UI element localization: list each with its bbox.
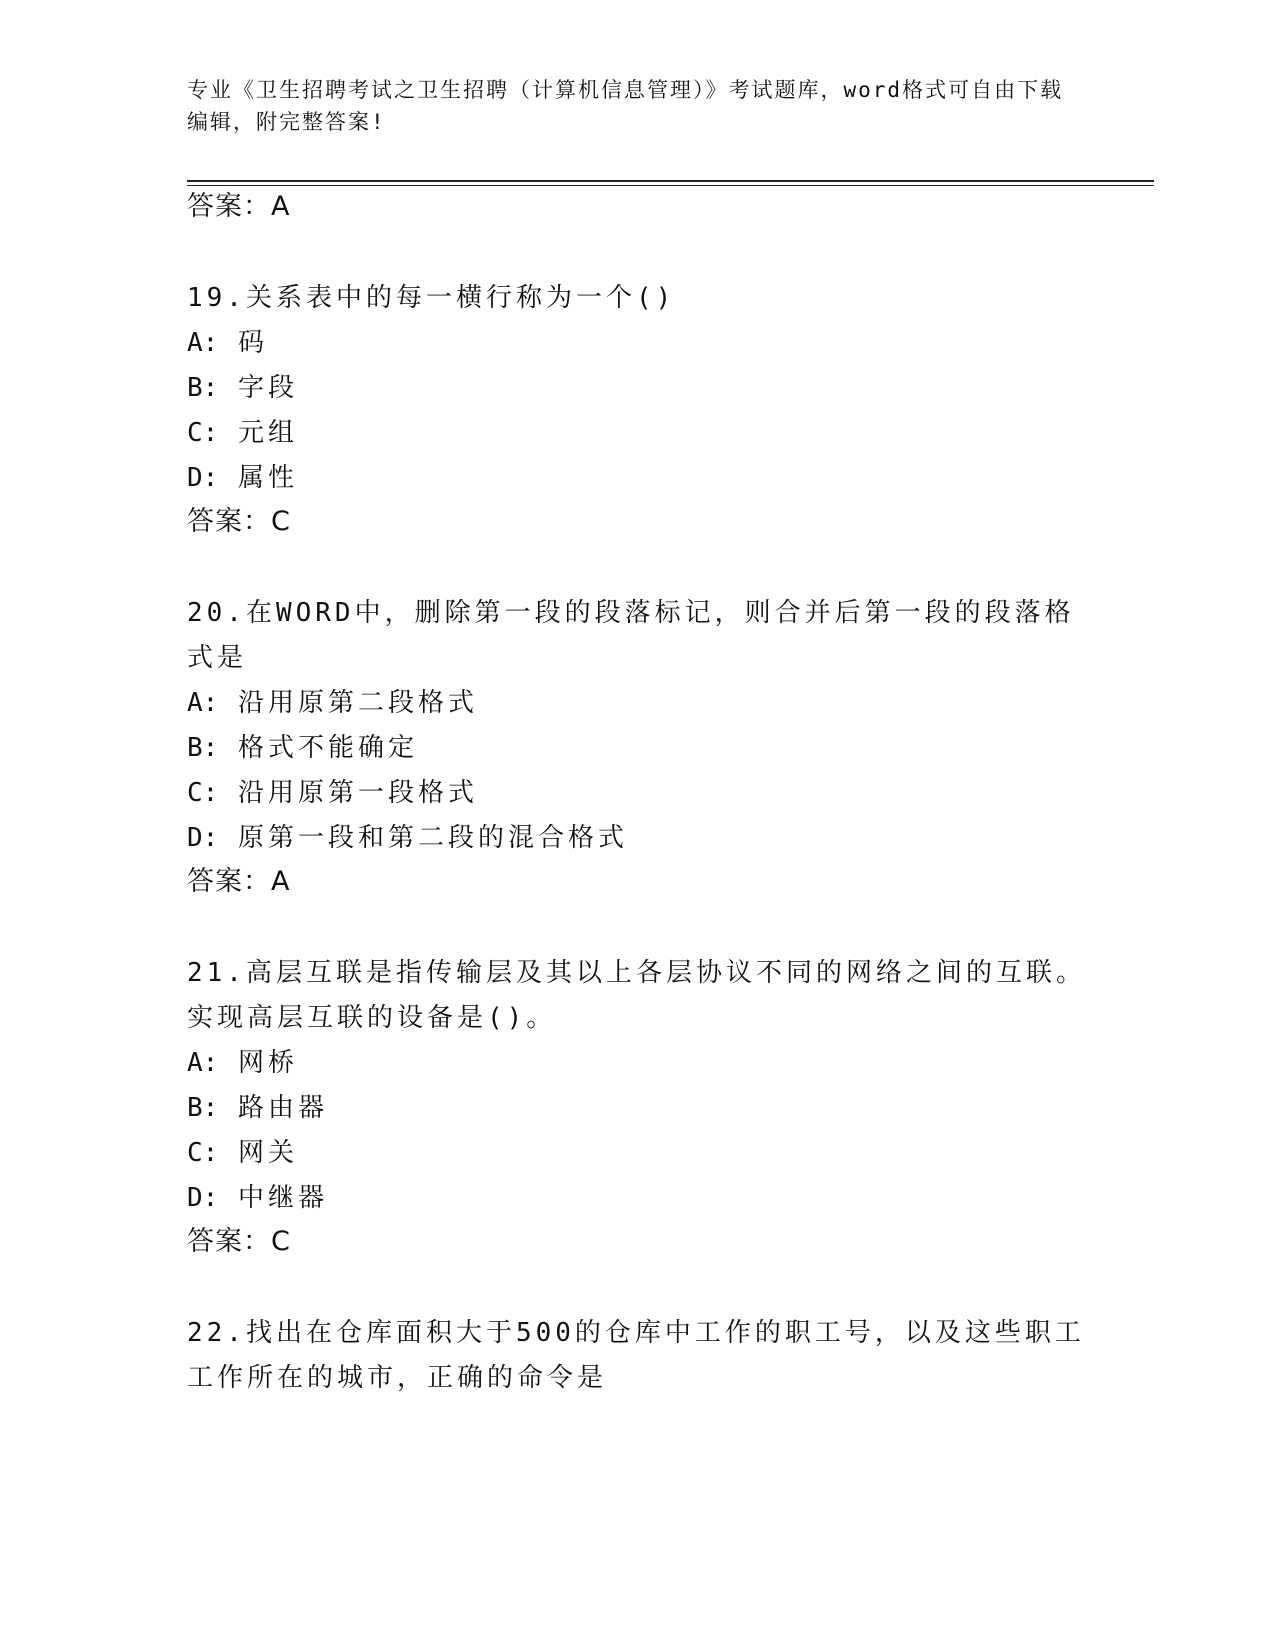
option-letter: B:: [187, 733, 219, 763]
option-text: 格式不能确定: [237, 733, 418, 763]
option-letter: B:: [187, 373, 219, 403]
option-letter: A:: [187, 1048, 219, 1078]
option-letter: D:: [187, 823, 219, 853]
option-c: [187, 771, 1087, 816]
header-rule-thick: [187, 180, 1154, 182]
question-answer: 答案：A: [187, 866, 291, 897]
option-text: 沿用原第二段格式: [237, 688, 478, 718]
question-20: [187, 591, 1087, 899]
question-answer: 答案：C: [187, 1226, 291, 1257]
option-d: [187, 816, 1087, 861]
option-c: [187, 411, 1087, 456]
option-a: [187, 321, 1087, 366]
question-stem: 21.高层互联是指传输层及其以上各层协议不同的网络之间的互联。实现高层互联的设备是()。: [187, 958, 1086, 1033]
question-19: [187, 276, 1087, 539]
option-d: [187, 1176, 1087, 1221]
option-text: 元组: [237, 418, 298, 448]
option-text: 路由器: [237, 1093, 328, 1123]
question-list: [187, 190, 1087, 1401]
question-answer: 答案：C: [187, 506, 291, 537]
option-text: 属性: [237, 463, 298, 493]
question-stem: 22.找出在仓库面积大于500的仓库中工作的职工号，以及这些职工工作所在的城市，正确的命令是: [187, 1318, 1085, 1393]
option-letter: C:: [187, 1138, 219, 1168]
document-header: 专业《卫生招聘考试之卫生招聘（计算机信息管理）》考试题库，word格式可自由下载编辑，附完整答案!: [187, 78, 1064, 134]
option-d: [187, 456, 1087, 501]
option-text: 字段: [237, 373, 298, 403]
option-letter: C:: [187, 418, 219, 448]
option-a: [187, 1041, 1087, 1086]
option-b: [187, 366, 1087, 411]
option-b: [187, 1086, 1087, 1131]
header-rule-thin: [187, 185, 1154, 186]
option-a: [187, 681, 1087, 726]
option-letter: A:: [187, 688, 219, 718]
option-letter: A:: [187, 328, 219, 358]
option-c: [187, 1131, 1087, 1176]
option-letter: D:: [187, 463, 219, 493]
option-text: 网关: [237, 1138, 298, 1168]
previous-answer: 答案：A: [187, 191, 291, 222]
option-b: [187, 726, 1087, 771]
question-21: [187, 951, 1087, 1259]
option-text: 中继器: [237, 1183, 328, 1213]
option-letter: D:: [187, 1183, 219, 1213]
question-22: [187, 1311, 1087, 1401]
option-text: 沿用原第一段格式: [237, 778, 478, 808]
option-letter: C:: [187, 778, 219, 808]
question-stem: 20.在WORD中，删除第一段的段落标记，则合并后第一段的段落格式是: [187, 598, 1075, 673]
option-letter: B:: [187, 1093, 219, 1123]
question-stem: 19.关系表中的每一横行称为一个(): [187, 283, 676, 313]
option-text: 原第一段和第二段的混合格式: [237, 823, 628, 853]
option-text: 网桥: [237, 1048, 298, 1078]
option-text: 码: [237, 328, 268, 358]
